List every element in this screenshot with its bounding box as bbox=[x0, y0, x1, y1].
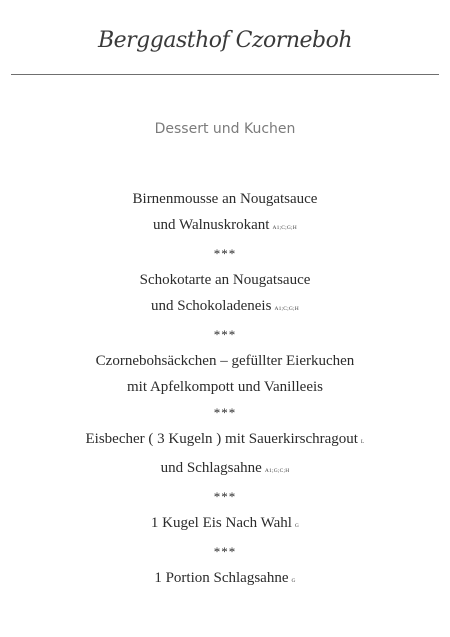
menu-item bbox=[0, 426, 450, 484]
menu-item-text: mit Apfelkompott und Vanilleeis bbox=[127, 379, 323, 395]
dessert-menu-list bbox=[0, 186, 450, 594]
menu-item-text: 1 Kugel Eis Nach Wahl bbox=[150, 515, 292, 531]
menu-item-text: Czornebohsäckchen – gefüllter Eierkuchen bbox=[95, 353, 355, 369]
allergen-codes: G bbox=[291, 578, 296, 584]
menu-item bbox=[0, 565, 450, 594]
menu-item-text: Eisbecher ( 3 Kugeln ) mit Sauerkirschragout bbox=[85, 431, 358, 447]
menu-item-text: und Schlagsahne bbox=[160, 460, 262, 476]
menu-item-line bbox=[0, 426, 450, 455]
menu-item-line bbox=[0, 267, 450, 293]
menu-item-text: Birnenmousse an Nougatsauce bbox=[132, 191, 318, 207]
allergen-codes: A1;C;G;H bbox=[274, 306, 299, 312]
menu-item-line bbox=[0, 455, 450, 484]
menu-item-line bbox=[0, 348, 450, 374]
menu-item bbox=[0, 510, 450, 539]
menu-item-text: und Walnuskrokant bbox=[153, 217, 270, 233]
menu-item-text: 1 Portion Schlagsahne bbox=[154, 570, 289, 586]
menu-item-line bbox=[0, 186, 450, 212]
menu-item-line bbox=[0, 510, 450, 539]
item-separator: *** bbox=[213, 489, 237, 504]
menu-item-line bbox=[0, 565, 450, 594]
allergen-codes: A1;G;C;H bbox=[264, 468, 290, 474]
menu-item-text: und Schokoladeneis bbox=[151, 298, 272, 314]
menu-item-text: Schokotarte an Nougatsauce bbox=[139, 272, 311, 288]
restaurant-logo: Berggasthof Czorneboh bbox=[97, 28, 353, 53]
allergen-codes: L bbox=[360, 439, 365, 445]
allergen-codes: G bbox=[294, 523, 300, 529]
menu-item-line bbox=[0, 374, 450, 400]
menu-item-line bbox=[0, 293, 450, 322]
item-separator: *** bbox=[213, 246, 237, 261]
menu-item bbox=[0, 267, 450, 322]
menu-item bbox=[0, 186, 450, 241]
item-separator: *** bbox=[213, 544, 237, 559]
menu-item bbox=[0, 348, 450, 400]
section-title: Dessert und Kuchen bbox=[154, 121, 296, 137]
allergen-codes: A1;C;G;H bbox=[272, 225, 297, 231]
item-separator: *** bbox=[213, 327, 237, 342]
menu-item-line bbox=[0, 212, 450, 241]
item-separator: *** bbox=[213, 405, 237, 420]
header-divider bbox=[11, 74, 439, 75]
